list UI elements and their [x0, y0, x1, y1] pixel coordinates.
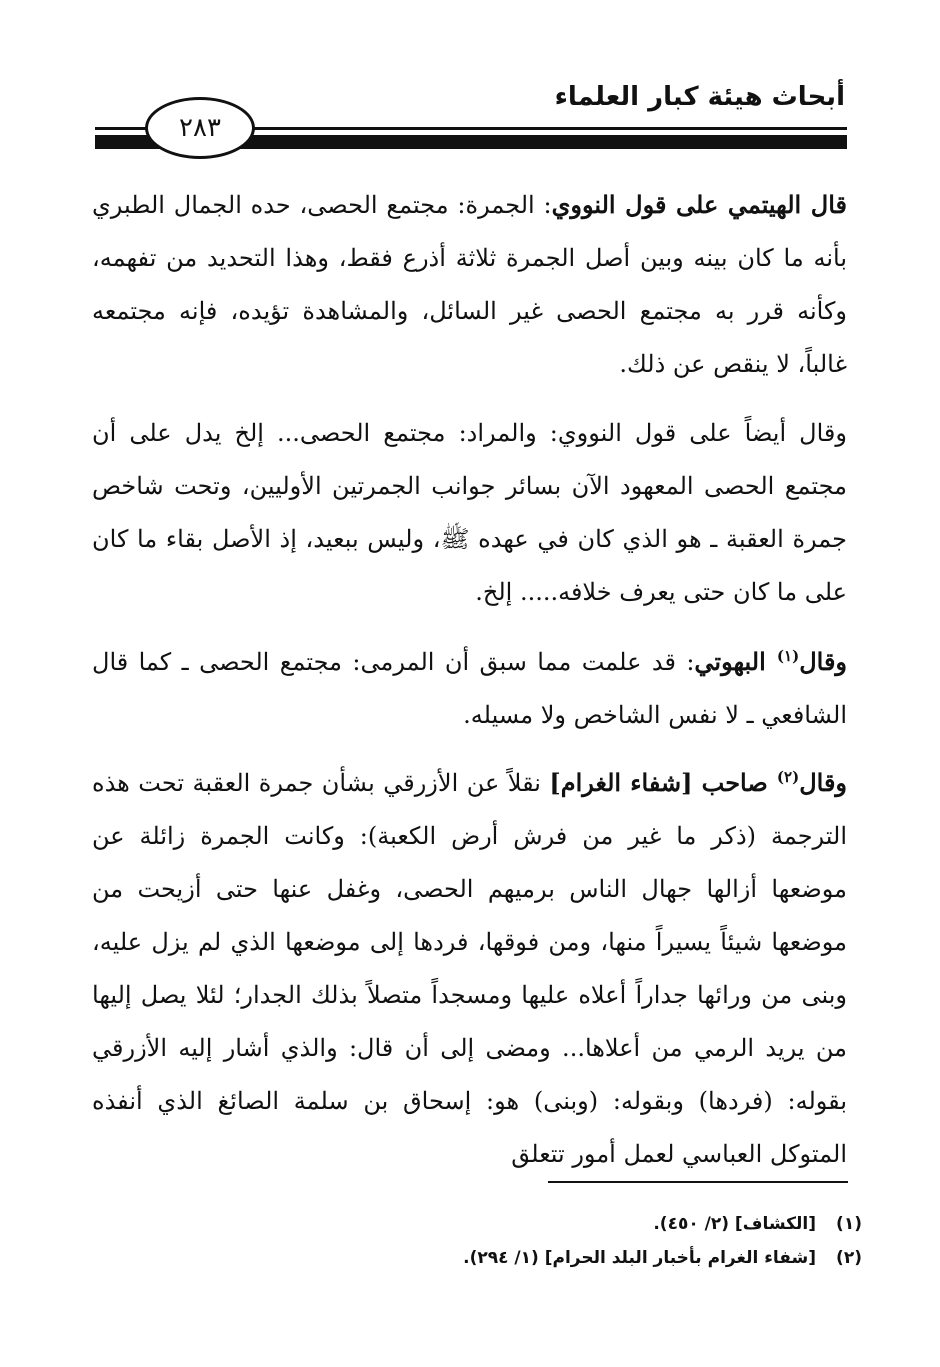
paragraph-text: وقال أيضاً على قول النووي: والمراد: مجتمع الحصى... إلخ يدل على أن مجتمع الحصى المعهود الآن بسائر جوانب الجمرتين الأوليين، وتحت شاخص جمرة العقبة ـ هو الذي كان في عهده ﷺ، وليس ببعيد، إذ الأصل بقاء ما كان على ما كان حتى يعرف خلافه..... إلخ. [92, 419, 847, 606]
paragraph-lead: قال الهيتمي على قول النووي [551, 190, 847, 219]
paragraph-haytami [92, 178, 847, 391]
footnote-reference[interactable]: (٢) [776, 768, 800, 786]
footnote-reference[interactable]: (١) [776, 647, 800, 665]
footnote-text: [شفاء الغرام بأخبار البلد الحرام] (١/ ٢٩٤). [463, 1248, 816, 1268]
page-number: ٢٨٣ [179, 113, 221, 143]
paragraph-lead: وقال [799, 647, 847, 676]
footnote-number: (١) [836, 1214, 862, 1234]
paragraph-text: : الجمرة: مجتمع الحصى، حده الجمال الطبري بأنه ما كان بينه وبين أصل الجمرة ثلاثة أذرع فقط، وهذا التحديد من تفهمه، وكأنه قرر به مجتمع الحصى غير السائل، والمشاهدة تؤيده، فإنه مجتمعه غالباً، لا ينقص عن ذلك. [92, 191, 848, 378]
footnote-2 [92, 1241, 862, 1275]
paragraph-text: نقلاً عن الأزرقي بشأن جمرة العقبة تحت هذه الترجمة (ذكر ما غير من فرش أرض الكعبة): وكانت الجمرة زائلة عن موضعها أزالها جهال الناس برميهم الحصى، وغفل عنها حتى أزيحت من موضعها شيئاً يسيراً منها، ومن فوقها، فردها إلى موضعها الذي لم يزل عليه، وبنى من ورائها جداراً أعلاه عليها ومسجداً متصلاً بذلك الجدار؛ لئلا يصل إليها من يريد الرمي من أعلاها... ومضى إلى أن قال: والذي أشار إليه الأزرقي بقوله: (فردها) وبقوله: (وبنى) هو: إسحاق بن سلمة الصائغ الذي أنفذه المتوكل العباسي لعمل أمور تتعلق [92, 769, 848, 1168]
paragraph-haytami-also [92, 407, 847, 619]
running-header-title: أبحاث هيئة كبار العلماء [554, 82, 845, 112]
paragraph-lead: وقال [799, 768, 848, 797]
paragraph-lead-name: صاحب [شفاء الغرام] [549, 768, 777, 797]
page-number-badge [145, 97, 255, 159]
paragraph-bahuti [92, 635, 847, 742]
paragraph-text: : قد علمت مما سبق أن المرمى: مجتمع الحصى ـ كما قال الشافعي ـ لا نفس الشاخص ولا مسيله. [92, 648, 847, 729]
paragraph-shifa-al-gharam [92, 756, 847, 1181]
footnote-number: (٢) [836, 1248, 862, 1268]
footnote-1 [92, 1207, 862, 1241]
footnote-separator [548, 1181, 848, 1183]
footnotes [92, 1207, 862, 1275]
paragraph-lead-name: البهوتي [694, 647, 777, 676]
footnote-text: [الكشاف] (٢/ ٤٥٠). [653, 1214, 816, 1234]
main-text [92, 178, 847, 1197]
